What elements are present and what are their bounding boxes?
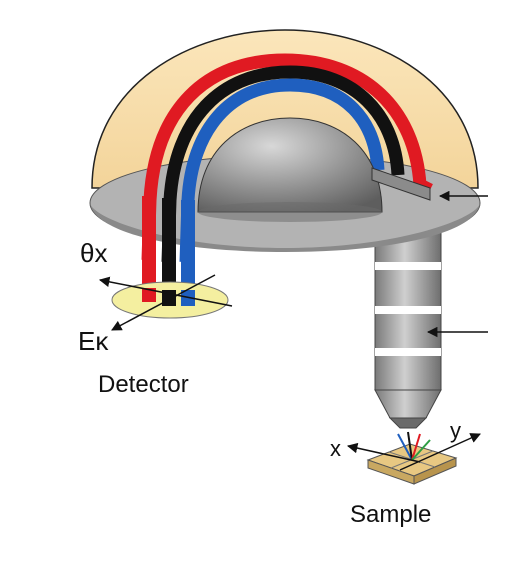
sample-x-label: x bbox=[330, 436, 341, 461]
theta-label: θx bbox=[80, 238, 108, 268]
lens-ring bbox=[375, 306, 441, 314]
sample-label: Sample bbox=[350, 501, 432, 528]
lens-ring bbox=[375, 262, 441, 270]
lens-column bbox=[375, 230, 441, 428]
energy-label: Eκ bbox=[78, 326, 109, 356]
lens-ring bbox=[375, 348, 441, 356]
detector-label: Detector bbox=[98, 371, 189, 398]
sample-y-label: y bbox=[450, 418, 461, 443]
